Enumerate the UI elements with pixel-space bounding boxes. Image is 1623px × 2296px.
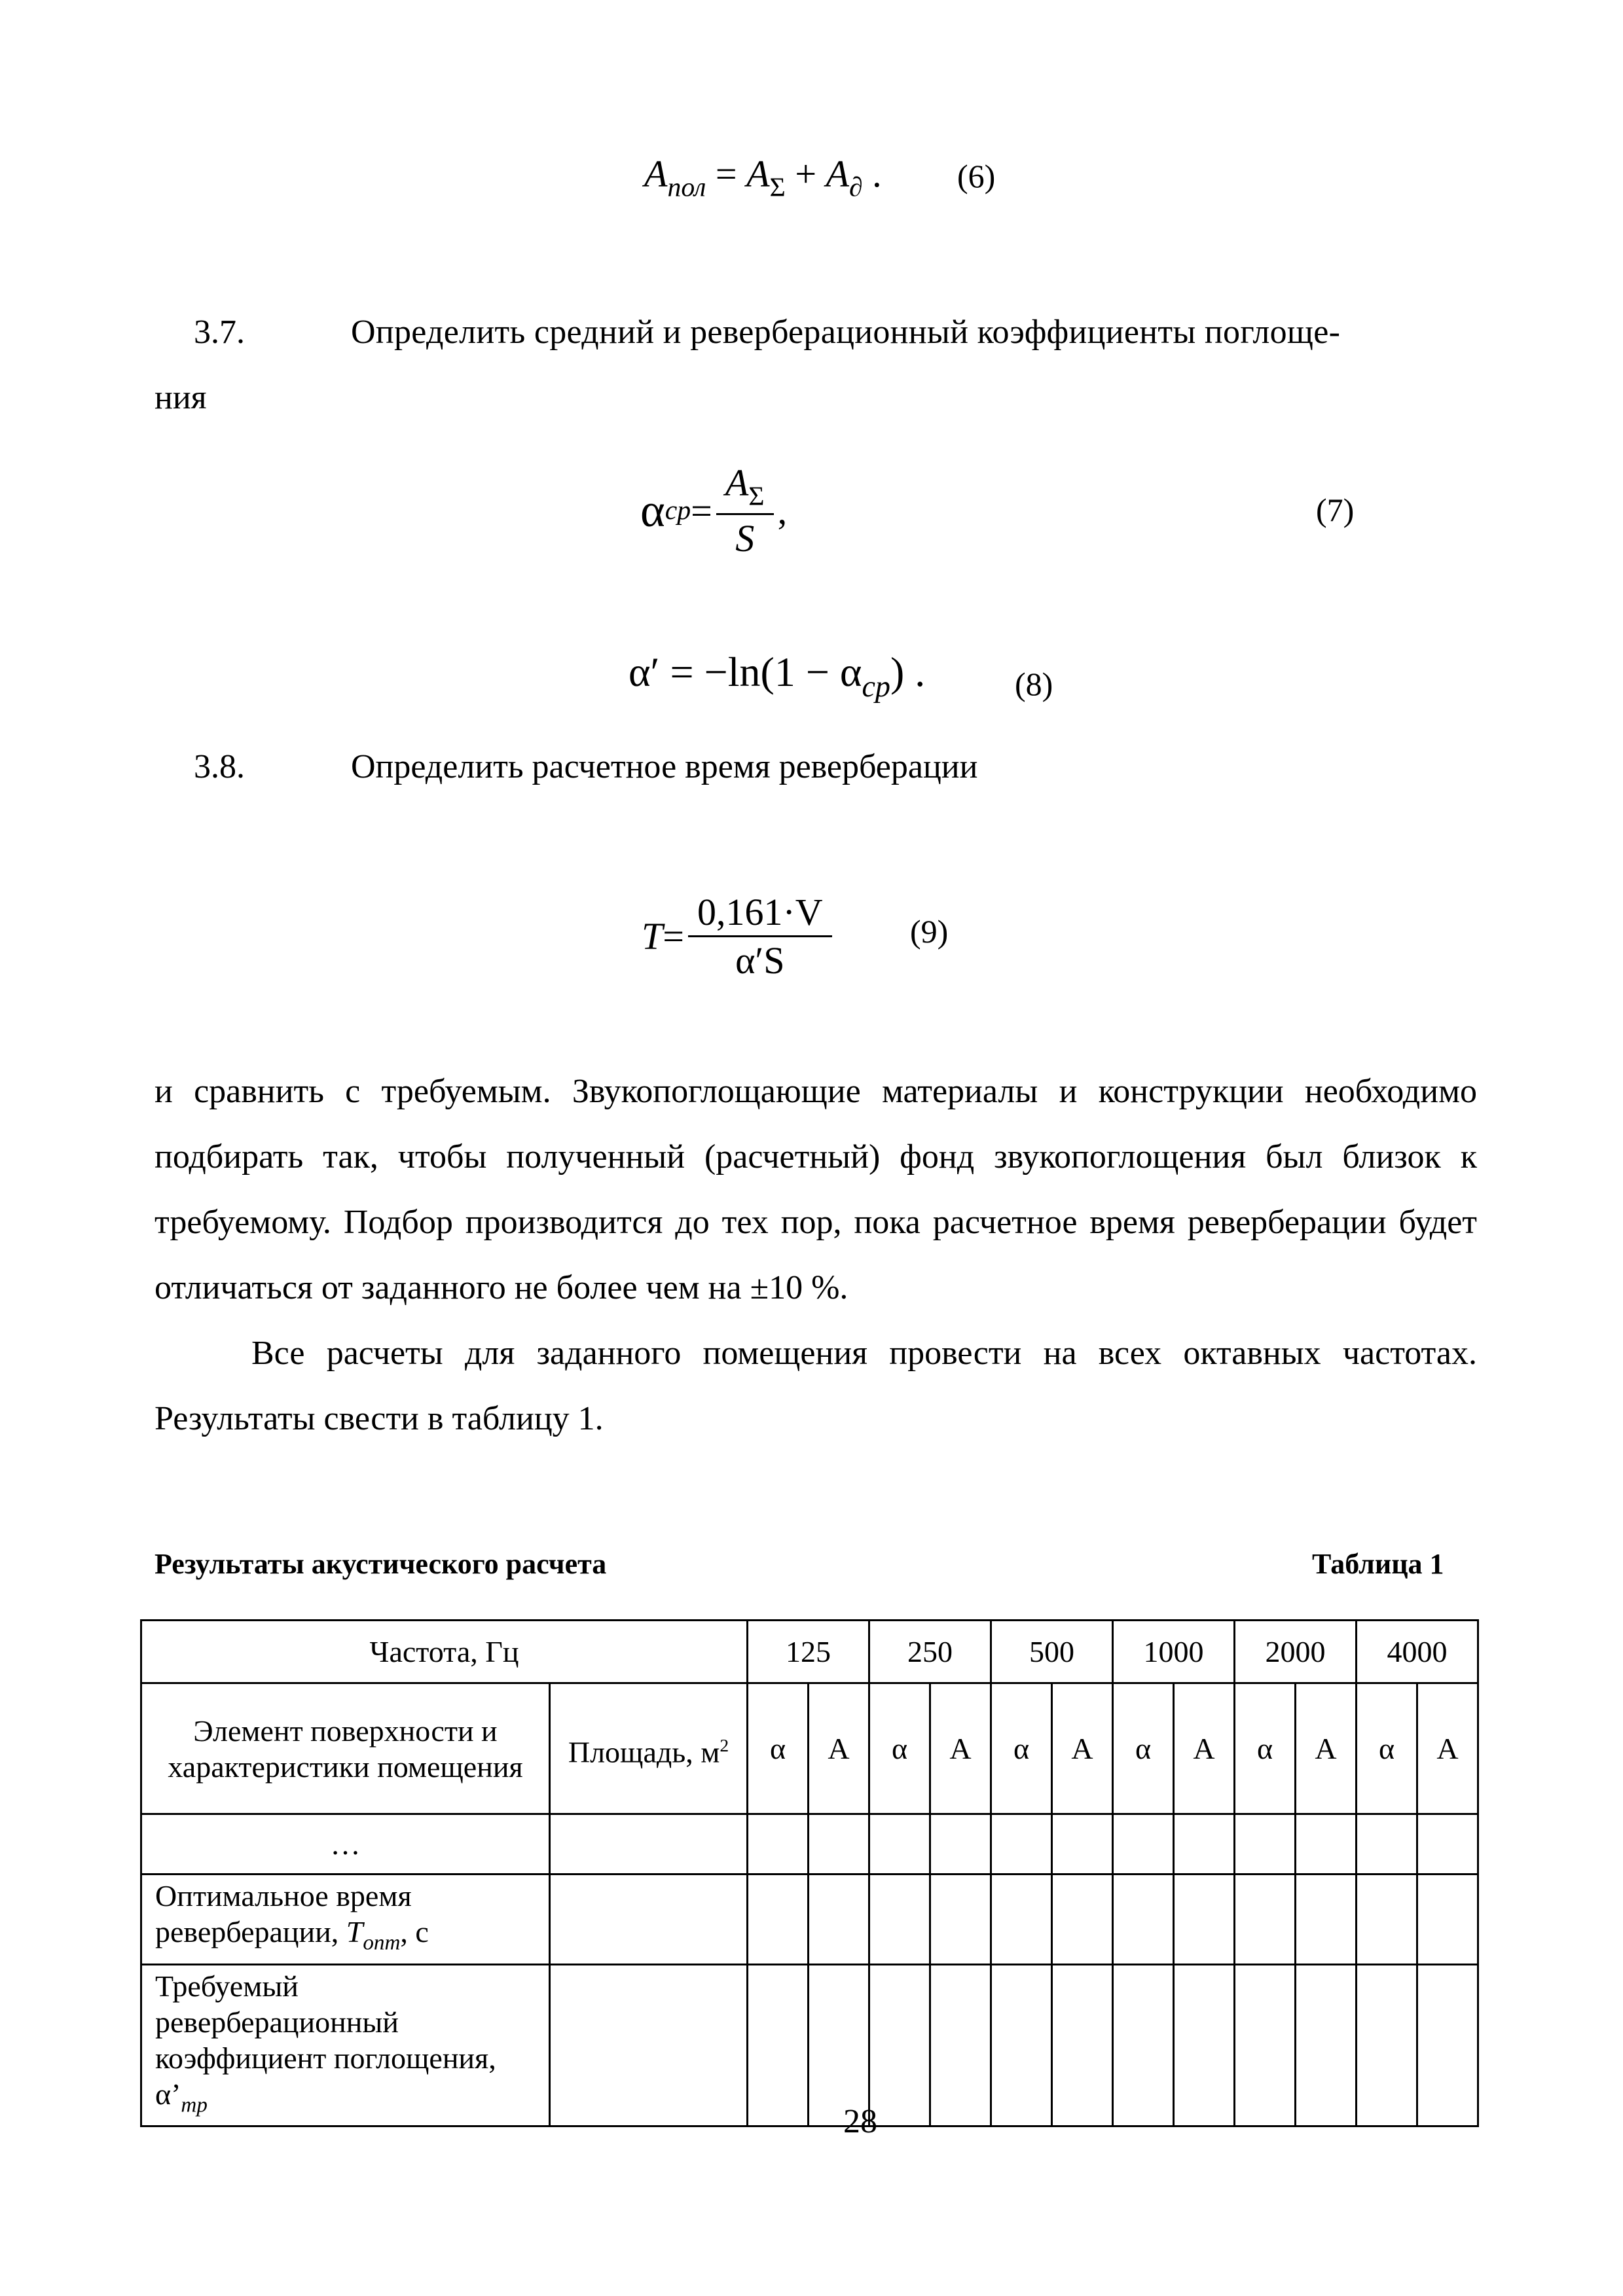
formula-6-plus: + bbox=[785, 152, 826, 195]
formula-6-a2-sub: ∂ bbox=[848, 172, 863, 203]
formula-9 bbox=[642, 870, 836, 1001]
formula-8-sub: ср bbox=[862, 670, 890, 704]
a-125: A bbox=[809, 1683, 869, 1814]
table-label: Таблица 1 bbox=[1312, 1548, 1444, 1580]
alpha-4000: α bbox=[1357, 1683, 1417, 1814]
formula-6-dot: . bbox=[862, 152, 882, 195]
page-number: 28 bbox=[843, 2103, 877, 2140]
freq-250: 250 bbox=[869, 1621, 991, 1683]
results-table bbox=[140, 1619, 1479, 2127]
formula-8 bbox=[629, 648, 925, 704]
formula-9-numerator: 0,161·V bbox=[688, 890, 832, 937]
alpha-500: α bbox=[991, 1683, 1052, 1814]
equation-number-6: (6) bbox=[957, 158, 996, 194]
row-optimal-time-symbol: T bbox=[346, 1915, 363, 1948]
row-required-coefficient-symbol: α’ bbox=[155, 2077, 181, 2111]
formula-8-body: α′ = −ln(1 − α bbox=[629, 649, 862, 695]
section-3-8-text: Определить расчетное время реверберации bbox=[351, 748, 978, 785]
formula-6-lhs: A bbox=[644, 152, 668, 195]
paragraph-compare-required: и сравнить с требуемым. Звукопоглощающие материалы и конструкции необходимо подбирать так, чтобы полученный (расчетный) фонд звукопоглощения был близок к требуемому. Подбор производится до тех пор, пока расчетное время реверберации будет отличаться от заданного не более чем на ±10 %. bbox=[155, 1073, 1477, 1306]
area-header bbox=[550, 1683, 748, 1814]
formula-7-denominator: S bbox=[735, 517, 755, 560]
formula-6 bbox=[644, 152, 882, 204]
table-caption: Результаты акустического расчета bbox=[155, 1548, 607, 1580]
element-header: Элемент поверхности и характеристики помещения bbox=[141, 1683, 550, 1814]
formula-8-close: ) . bbox=[890, 649, 926, 695]
formula-7-fraction bbox=[716, 461, 774, 561]
alpha-1000: α bbox=[1113, 1683, 1174, 1814]
formula-7-eq: = bbox=[691, 489, 712, 532]
formula-7-alpha: α bbox=[640, 484, 665, 537]
formula-7 bbox=[640, 445, 787, 576]
freq-2000: 2000 bbox=[1235, 1621, 1357, 1683]
paragraph-all-calculations: Все расчеты для заданного помещения провести на всех октавных частотах. Результаты свести в таблицу 1. bbox=[155, 1335, 1477, 1437]
section-3-7-text-line2: ния bbox=[155, 379, 207, 416]
formula-7-numerator-sub: Σ bbox=[748, 481, 765, 512]
a-250: A bbox=[930, 1683, 991, 1814]
row-required-coefficient-label bbox=[141, 1964, 550, 2126]
a-2000: A bbox=[1296, 1683, 1357, 1814]
freq-header: Частота, Гц bbox=[141, 1621, 748, 1683]
row-required-coefficient-sub: тр bbox=[181, 2092, 208, 2117]
a-4000: A bbox=[1417, 1683, 1478, 1814]
row-optimal-time-text: Оптимальное время реверберации, bbox=[155, 1879, 412, 1948]
freq-125: 125 bbox=[748, 1621, 869, 1683]
row-optimal-time-label bbox=[141, 1874, 550, 1965]
section-number-3-7: 3.7. bbox=[194, 314, 245, 351]
equation-number-7: (7) bbox=[1316, 492, 1355, 528]
table-row-dots bbox=[141, 1814, 1478, 1874]
row-required-coefficient-text: Требуемый реверберационный коэффициент поглощения, bbox=[155, 1969, 496, 2075]
freq-500: 500 bbox=[991, 1621, 1113, 1683]
formula-7-numerator: A bbox=[725, 461, 749, 504]
freq-1000: 1000 bbox=[1113, 1621, 1235, 1683]
area-header-text: Площадь, м bbox=[568, 1735, 720, 1769]
row-dots-label: … bbox=[141, 1814, 550, 1874]
formula-9-fraction bbox=[688, 890, 832, 982]
table-row-optimal-time bbox=[141, 1874, 1478, 1965]
a-500: A bbox=[1052, 1683, 1113, 1814]
section-number-3-8: 3.8. bbox=[194, 748, 245, 785]
area-header-sup: 2 bbox=[720, 1734, 729, 1755]
section-3-7-text-line1: Определить средний и реверберационный коэффициенты поглоще- bbox=[351, 314, 1341, 351]
table-header-freq-row bbox=[141, 1621, 1478, 1683]
a-1000: A bbox=[1174, 1683, 1235, 1814]
row-optimal-time-sub: опт bbox=[363, 1930, 401, 1955]
table-row-required-coefficient bbox=[141, 1964, 1478, 2126]
formula-6-a1: A bbox=[746, 152, 770, 195]
formula-7-comma: , bbox=[777, 489, 788, 532]
equation-number-8: (8) bbox=[1015, 666, 1053, 702]
alpha-250: α bbox=[869, 1683, 930, 1814]
formula-6-a1-sub: Σ bbox=[769, 172, 786, 203]
formula-6-a2: A bbox=[826, 152, 849, 195]
freq-4000: 4000 bbox=[1357, 1621, 1478, 1683]
formula-6-eq: = bbox=[706, 152, 747, 195]
formula-7-alpha-sub: ср bbox=[665, 495, 691, 526]
formula-9-eq: = bbox=[663, 914, 684, 958]
alpha-2000: α bbox=[1235, 1683, 1296, 1814]
formula-9-lhs: T bbox=[642, 914, 663, 958]
table-header-sub-row bbox=[141, 1683, 1478, 1814]
alpha-125: α bbox=[748, 1683, 809, 1814]
equation-number-9: (9) bbox=[910, 913, 949, 950]
formula-9-denominator: α′S bbox=[735, 939, 785, 982]
row-optimal-time-unit: , с bbox=[400, 1915, 429, 1948]
formula-6-lhs-sub: пол bbox=[667, 172, 706, 203]
